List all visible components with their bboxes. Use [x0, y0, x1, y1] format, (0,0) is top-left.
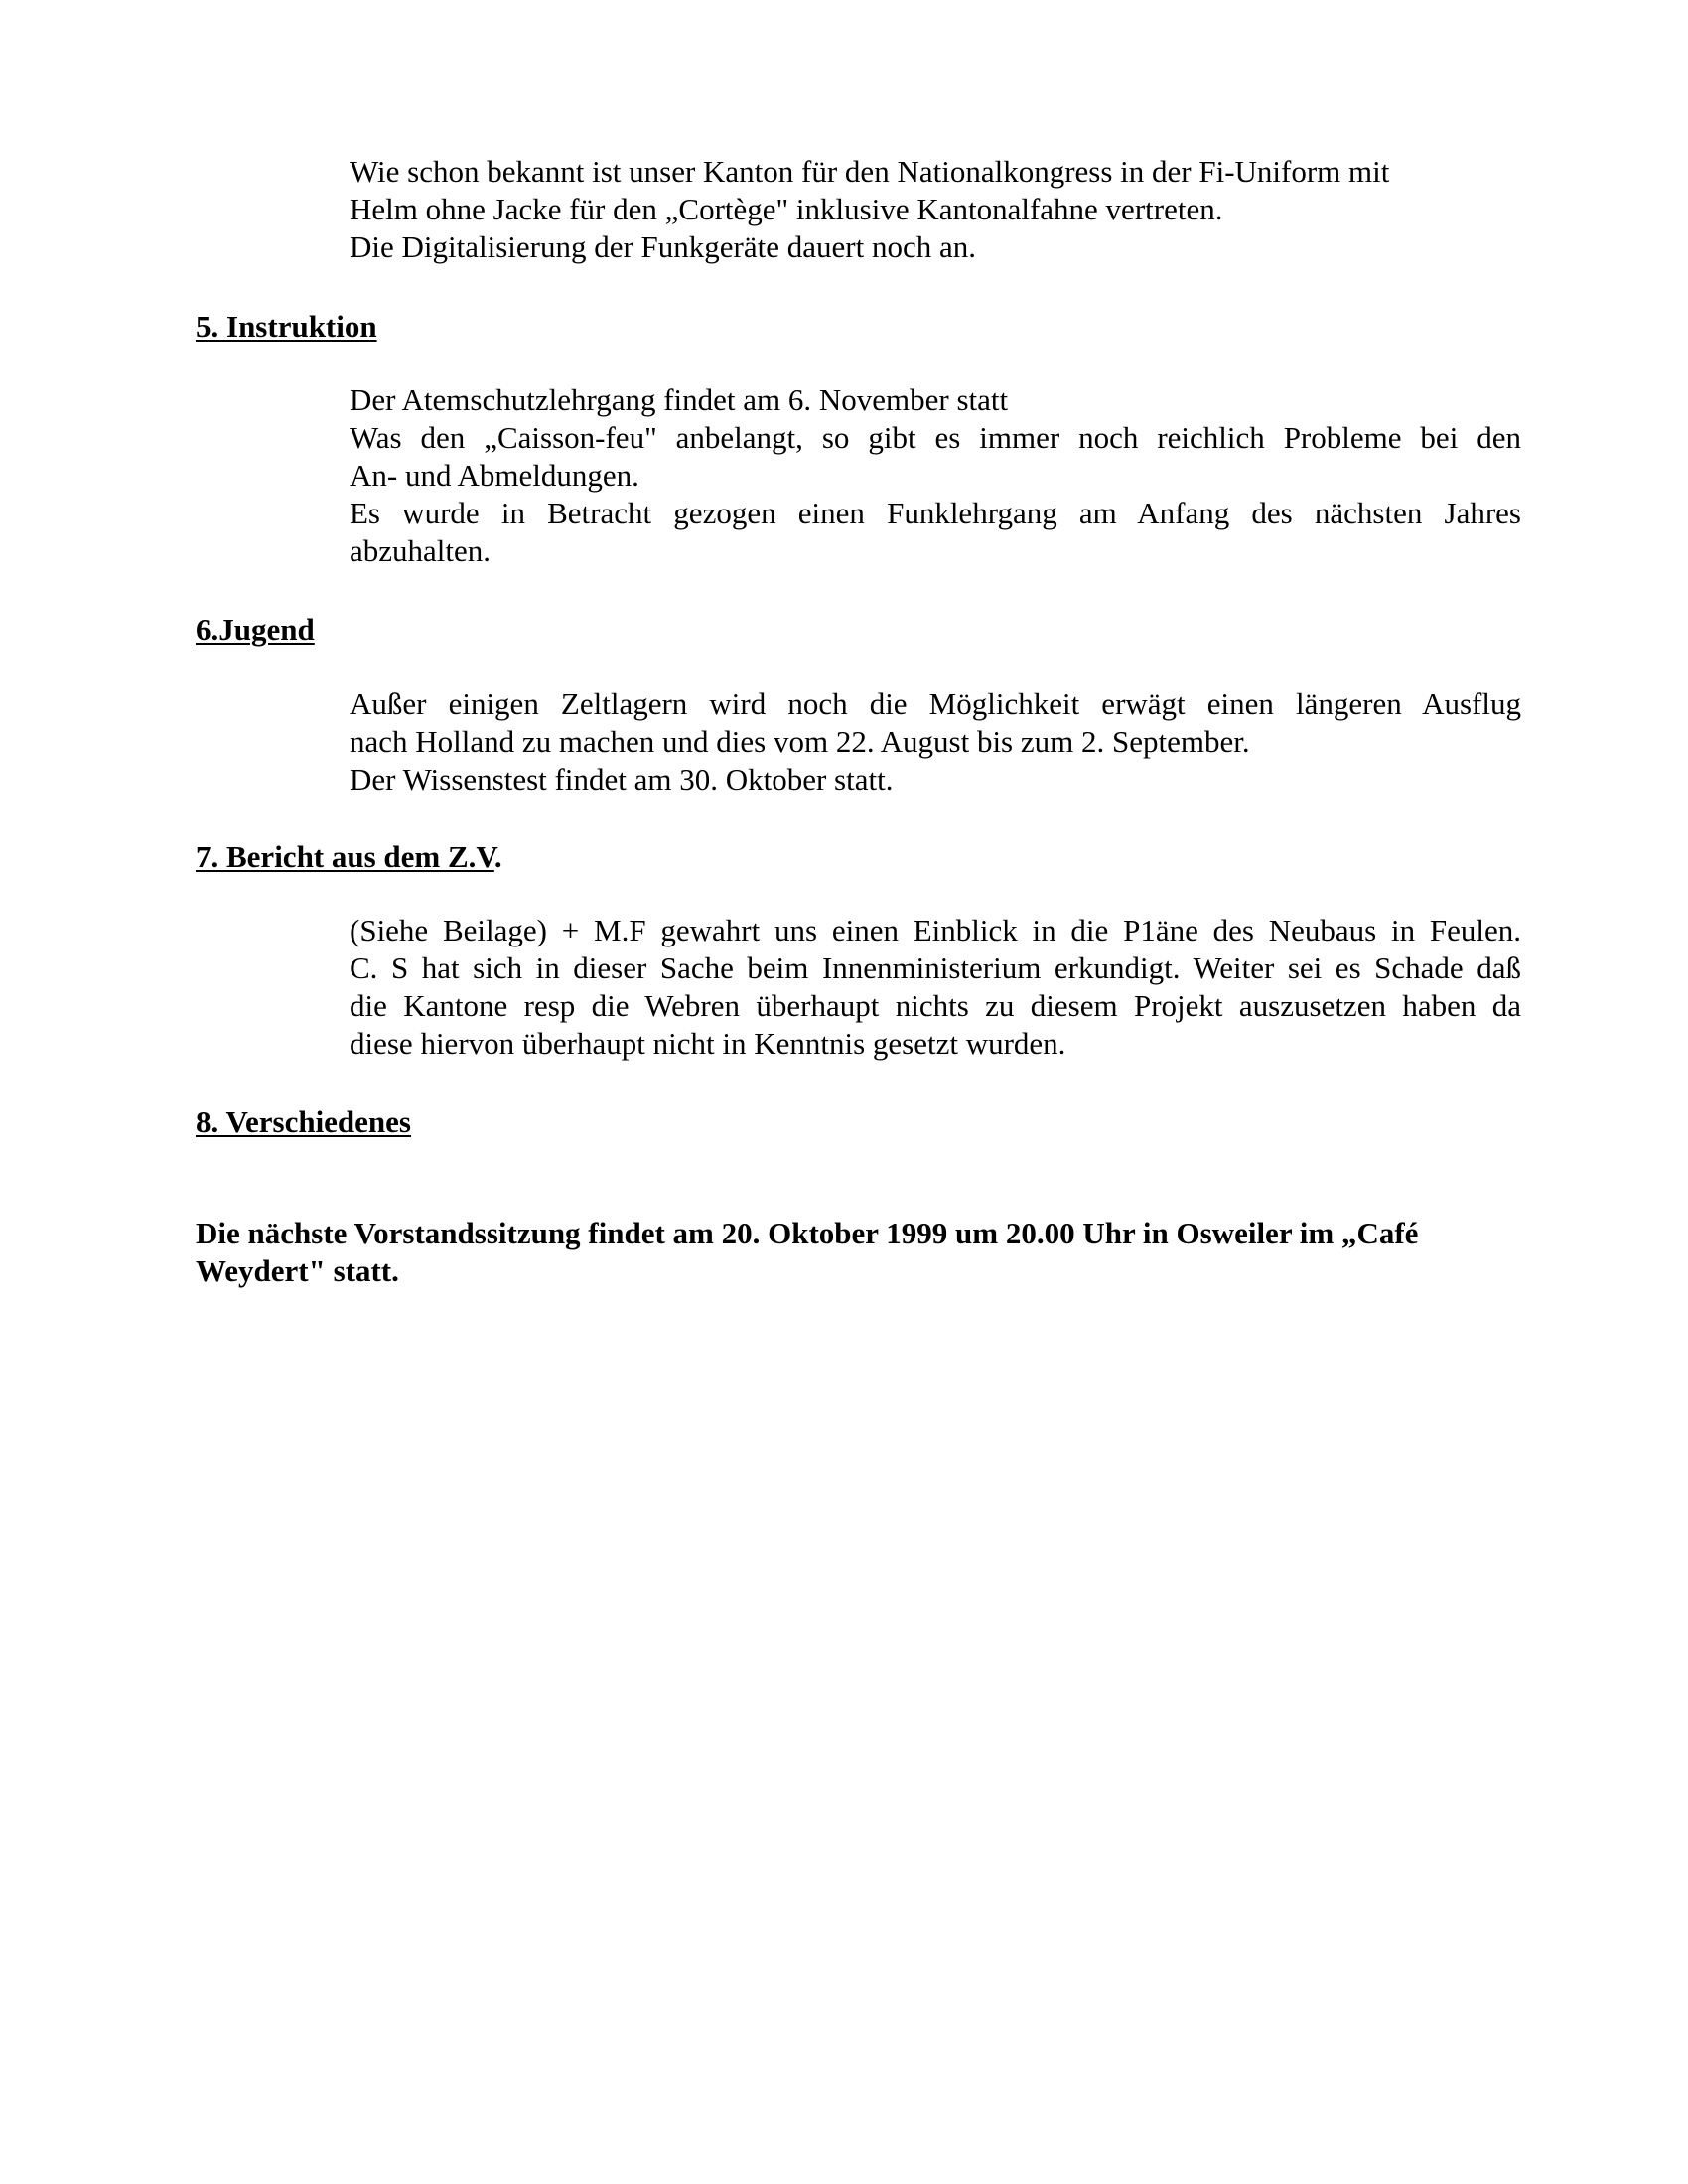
section-body-jugend [350, 685, 1521, 799]
intro-line: Die Digitalisierung der Funkgeräte dauert noch an. [350, 229, 976, 264]
intro-paragraph [350, 153, 1521, 266]
section-heading-bericht [196, 838, 502, 876]
body-line: Es wurde in Betracht gezogen einen Funklehrgang am Anfang des nächsten Jahres [350, 496, 1521, 530]
body-line: Außer einigen Zeltlagern wird noch die Möglichkeit erwägt einen längeren Ausflug [350, 686, 1521, 721]
body-line: Der Atemschutzlehrgang findet am 6. November statt [350, 382, 1009, 417]
body-line: diese hiervon überhaupt nicht in Kenntnis gesetzt wurden. [350, 1026, 1066, 1061]
section-body-instruktion [350, 381, 1521, 570]
body-line: Was den „Caisson-feu" anbelangt, so gibt es immer noch reichlich Probleme bei den [350, 420, 1521, 455]
body-line: An- und Abmeldungen. [350, 458, 639, 493]
intro-line: Wie schon bekannt ist unser Kanton für den Nationalkongress in der Fi-Uniform mit [350, 154, 1390, 189]
closing-line: Die nächste Vorstandssitzung findet am 20. Oktober 1999 um 20.00 Uhr in Osweiler im „Café [196, 1216, 1419, 1250]
section-heading-text: 6.Jugend [196, 612, 315, 647]
section-heading-verschiedenes [196, 1103, 411, 1141]
body-line: (Siehe Beilage) + M.F gewahrt uns einen Einblick in die P1äne des Neubaus in Feulen. [350, 913, 1521, 947]
section-heading-suffix: . [493, 839, 502, 874]
body-line: die Kantone resp die Webren überhaupt nichts zu diesem Projekt auszusetzen haben da [350, 988, 1521, 1023]
body-line: abzuhalten. [350, 533, 492, 568]
section-heading-instruktion [196, 308, 377, 346]
section-heading-text: 8. Verschiedenes [196, 1104, 411, 1139]
body-line: Der Wissenstest findet am 30. Oktober statt. [350, 762, 894, 797]
section-body-bericht [350, 912, 1521, 1063]
body-line: C. S hat sich in dieser Sache beim Innenministerium erkundigt. Weiter sei es Schade daß [350, 950, 1521, 985]
intro-line: Helm ohne Jacke für den „Cortège" inklusive Kantonalfahne vertreten. [350, 192, 1223, 226]
section-heading-jugend [196, 611, 315, 649]
body-line: nach Holland zu machen und dies vom 22. August bis zum 2. September. [350, 724, 1250, 759]
closing-announcement [196, 1215, 1526, 1290]
section-heading-text: 7. Bericht aus dem Z.V [196, 839, 494, 874]
closing-line: Weydert" statt. [196, 1253, 399, 1288]
section-heading-text: 5. Instruktion [196, 309, 377, 344]
